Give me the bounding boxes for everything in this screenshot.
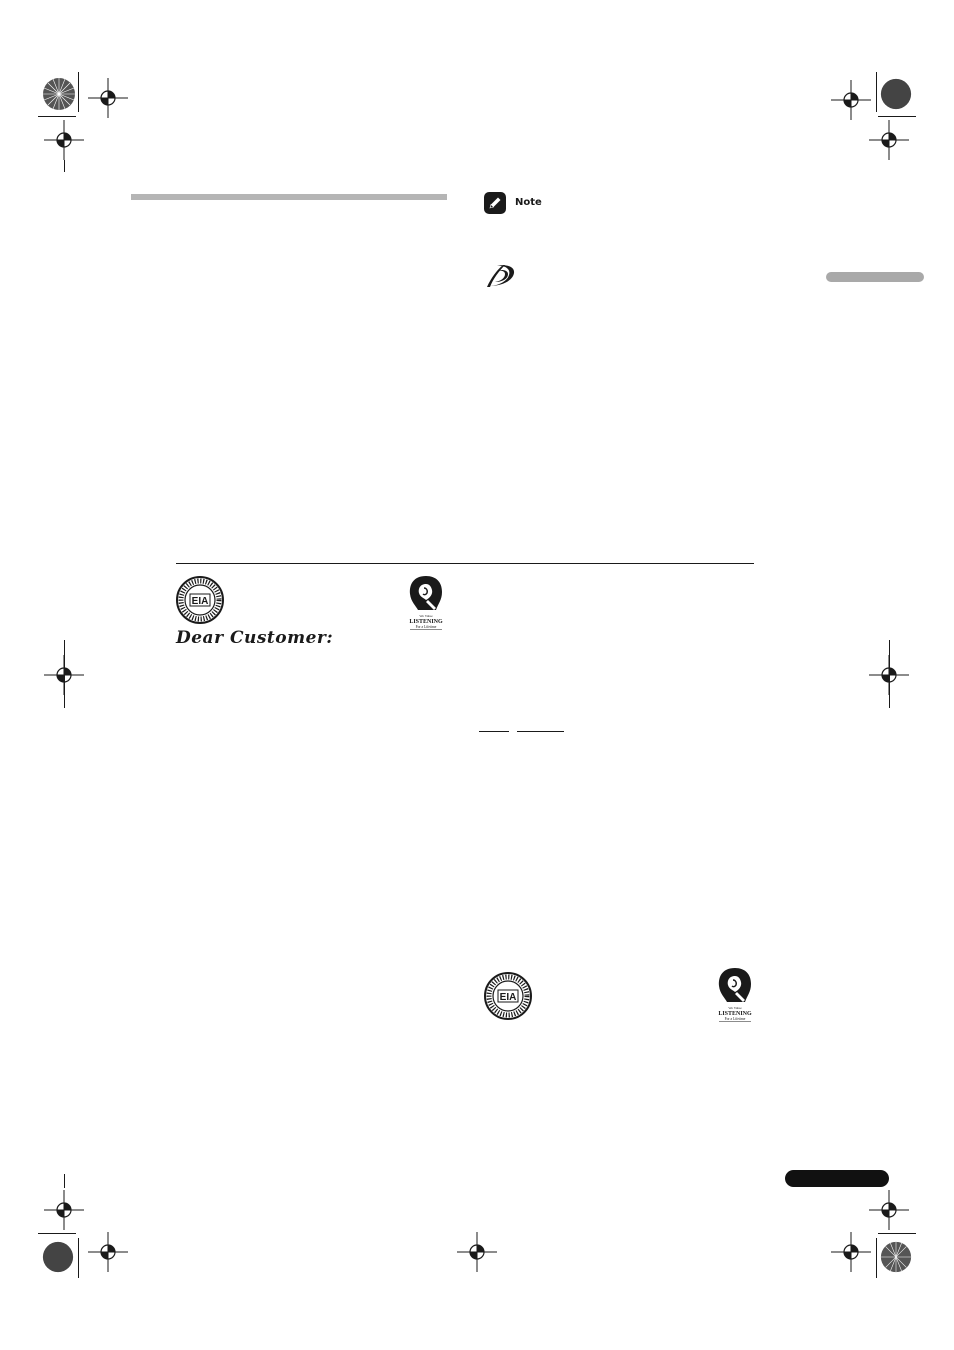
registration-starburst-icon bbox=[41, 1240, 75, 1274]
crop-mark-bottom-left-v bbox=[64, 1174, 65, 1188]
underline-mark-1 bbox=[479, 731, 509, 732]
crop-mark-mid-left-v bbox=[64, 640, 65, 708]
section-divider bbox=[176, 563, 754, 564]
hearing-logo-line1: We Value bbox=[419, 614, 433, 618]
section-heading-bar bbox=[131, 194, 447, 200]
pioneer-p-logo-icon bbox=[485, 262, 525, 288]
registration-target-icon bbox=[44, 1190, 84, 1230]
registration-target-icon bbox=[869, 1190, 909, 1230]
registration-target-icon bbox=[88, 1232, 128, 1272]
crop-mark-top-left-v2 bbox=[64, 160, 65, 172]
crop-mark-bottom-left-h bbox=[38, 1233, 76, 1234]
crop-mark-bottom-right-v bbox=[876, 1238, 877, 1278]
hearing-logo-line2: LISTENING bbox=[409, 619, 443, 625]
eia-initials: EIA bbox=[499, 992, 517, 1003]
eia-seal-logo-icon bbox=[176, 576, 224, 624]
registration-starburst-icon bbox=[879, 77, 913, 111]
note-label: Note bbox=[515, 197, 542, 208]
registration-target-icon bbox=[457, 1232, 497, 1272]
crop-mark-top-right-v bbox=[876, 72, 877, 112]
crop-mark-bottom-right-h bbox=[878, 1233, 916, 1234]
crop-mark-top-right-h bbox=[878, 116, 916, 117]
eia-seal-logo-icon bbox=[484, 972, 532, 1020]
crop-mark-top-left-v bbox=[78, 72, 79, 112]
registration-starburst-icon bbox=[879, 1240, 913, 1274]
registration-target-icon bbox=[869, 120, 909, 160]
registration-target-icon bbox=[88, 78, 128, 118]
page-number-tab bbox=[785, 1170, 889, 1187]
crop-mark-bottom-left-v2 bbox=[78, 1238, 79, 1278]
registration-target-icon bbox=[44, 120, 84, 160]
registration-target-icon bbox=[831, 80, 871, 120]
hearing-logo-line3: For a Lifetime bbox=[415, 625, 437, 629]
we-value-listening-logo-icon bbox=[715, 966, 755, 1022]
pencil-note-icon bbox=[484, 192, 506, 214]
registration-starburst-icon bbox=[41, 76, 77, 112]
crop-mark-mid-right-v bbox=[889, 640, 890, 708]
eia-initials: EIA bbox=[191, 596, 209, 607]
underline-mark-2 bbox=[517, 731, 564, 732]
hearing-logo-line2: LISTENING bbox=[718, 1011, 752, 1017]
chapter-side-tab bbox=[826, 272, 924, 282]
registration-target-icon bbox=[831, 1232, 871, 1272]
letter-salutation: Dear Customer: bbox=[176, 628, 334, 648]
hearing-logo-line3: For a Lifetime bbox=[724, 1017, 746, 1021]
crop-mark-top-left-h bbox=[38, 116, 76, 117]
we-value-listening-logo-icon bbox=[406, 574, 446, 630]
hearing-logo-line1: We Value bbox=[728, 1006, 742, 1010]
